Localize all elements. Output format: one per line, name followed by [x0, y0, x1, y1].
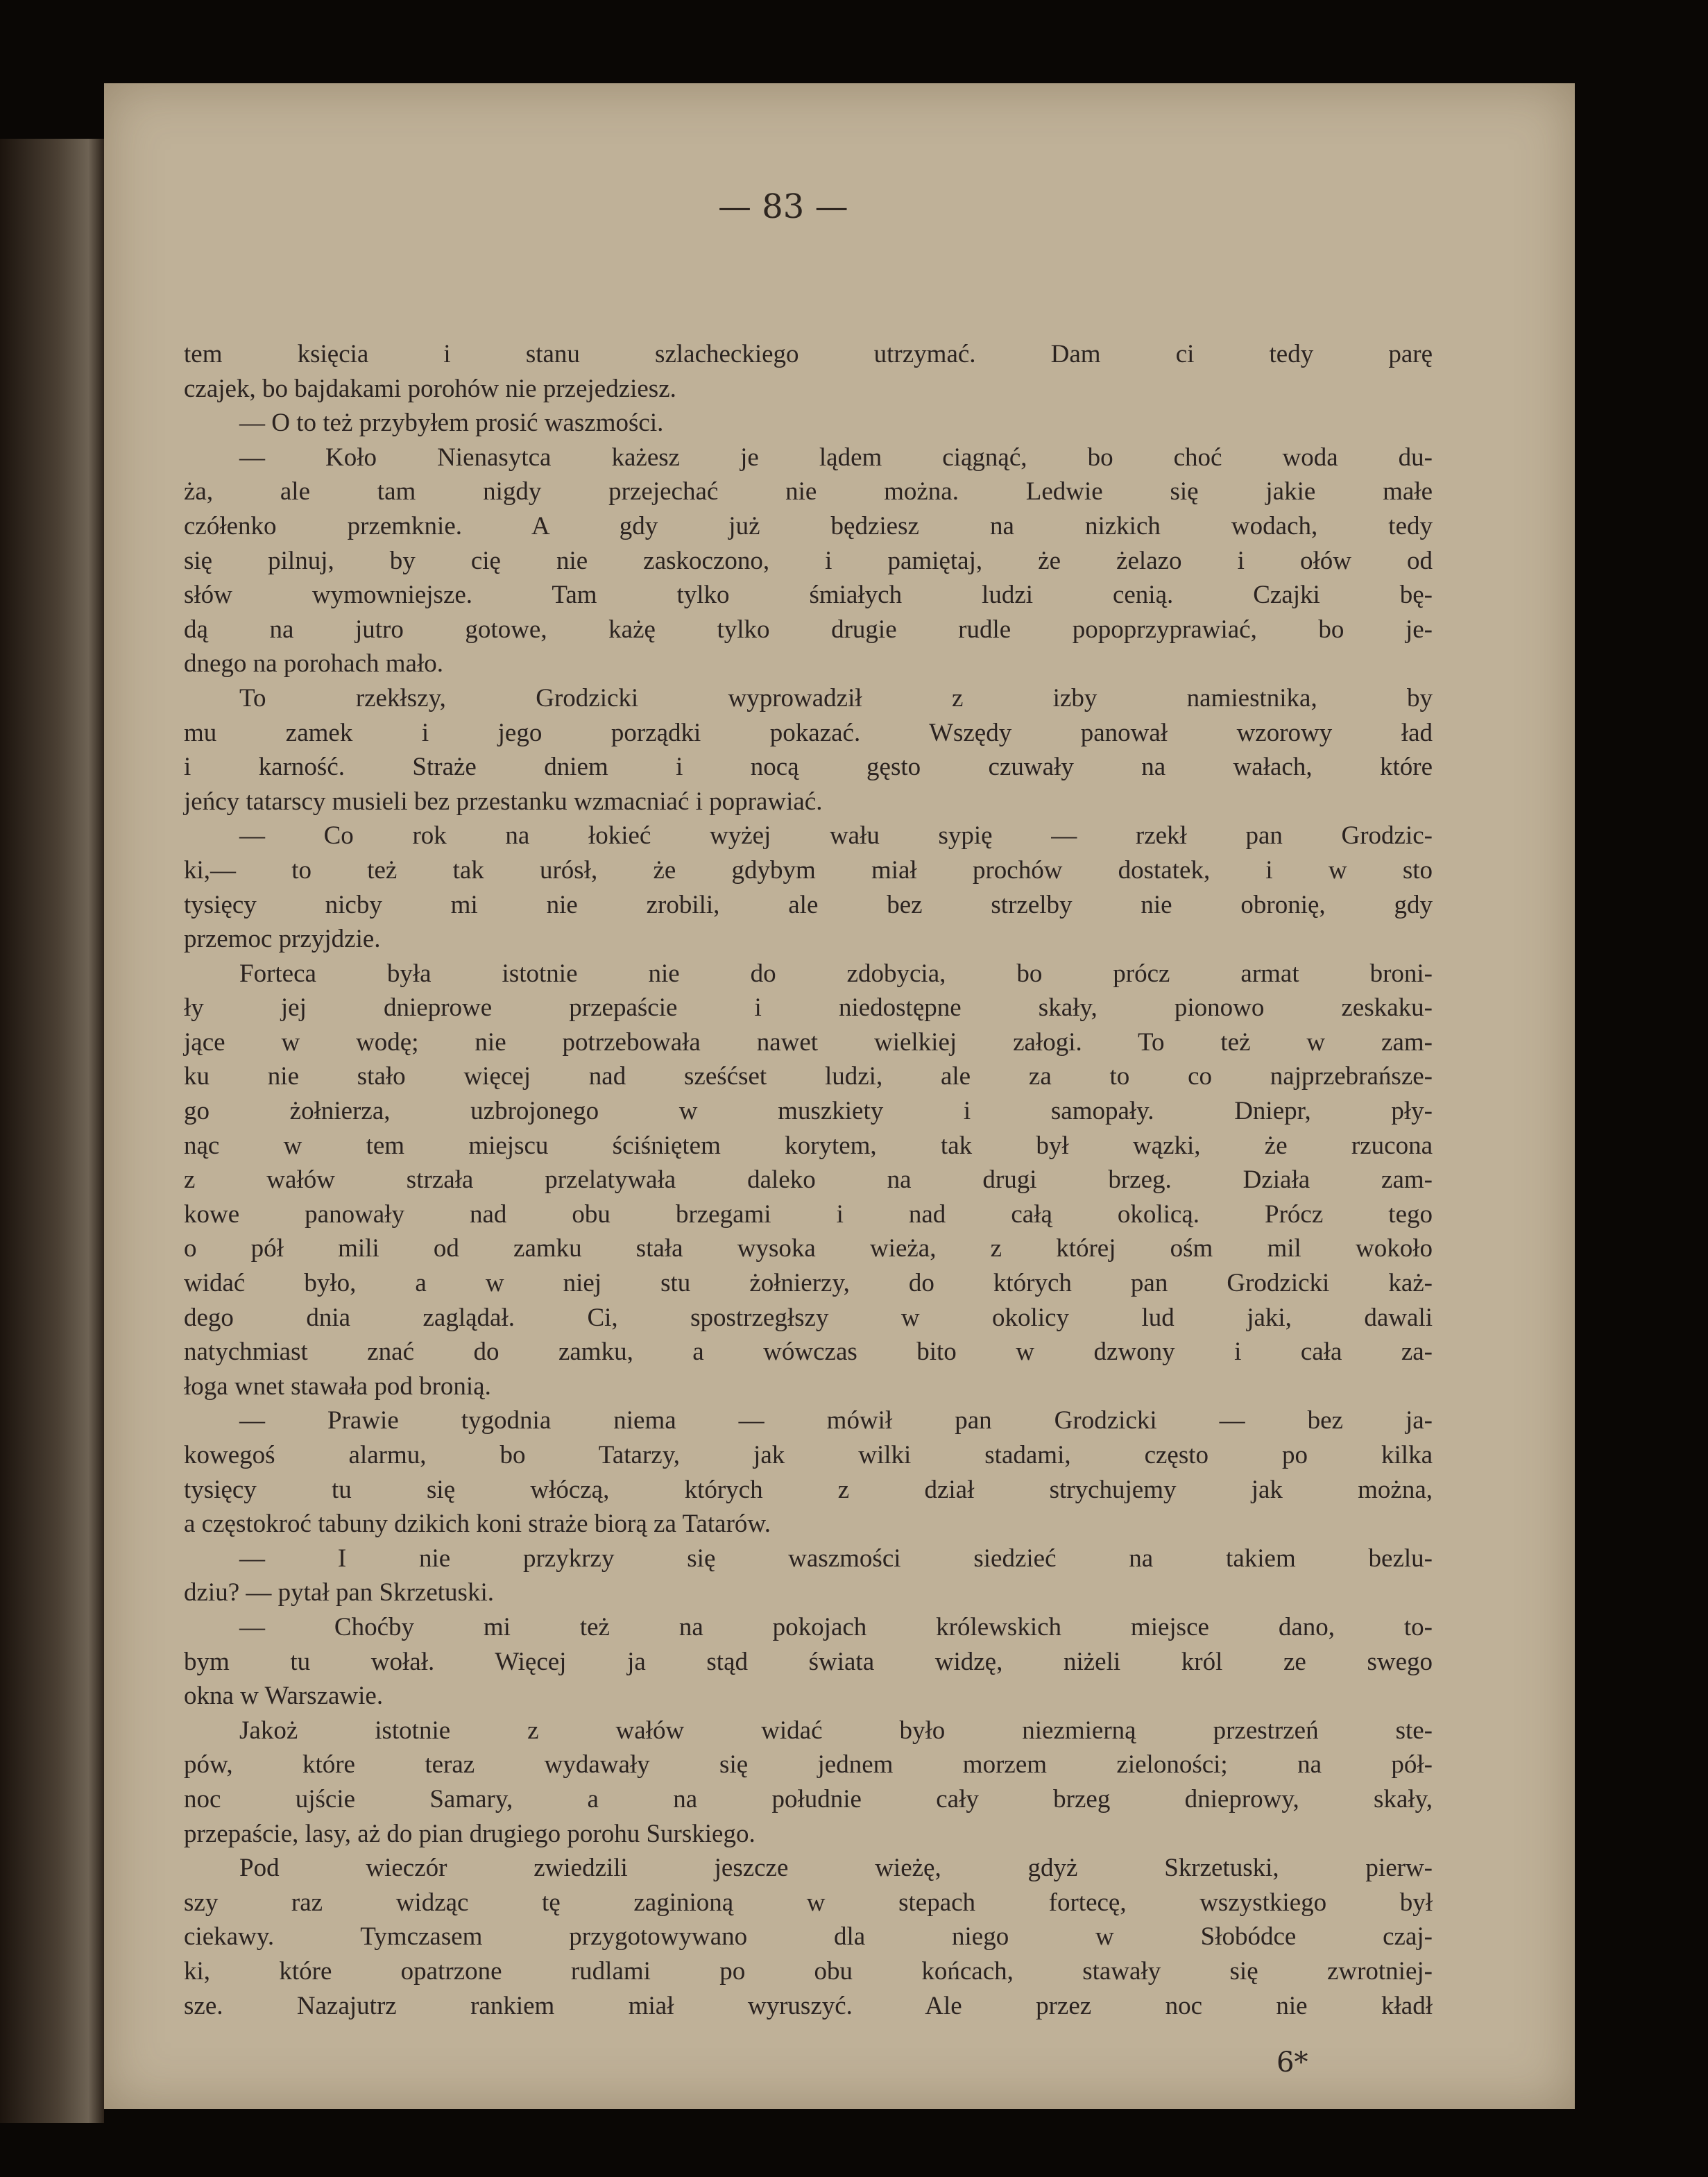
text-line: ki, które opatrzone rudlami po obu końcach, stawały się zwrotniej-	[184, 1956, 1433, 1986]
text-line: okna w Warszawie.	[184, 1682, 384, 1711]
printer-signature: 6*	[1276, 2047, 1308, 2078]
text-line: pów, które teraz wydawały się jednem morzem zieloności; na pół-	[184, 1750, 1433, 1779]
text-line: dego dnia zaglądał. Ci, spostrzegłszy w okolicy lud jaki, dawali	[184, 1303, 1433, 1332]
text-line: — Koło Nienasytca każesz je lądem ciągnąć, bo choć woda du-	[239, 443, 1433, 472]
page-number: — 83 —	[718, 187, 848, 226]
text-line: łoga wnet stawała pod bronią.	[184, 1372, 491, 1401]
text-line: kowegoś alarmu, bo Tatarzy, jak wilki stadami, często po kilka	[184, 1441, 1433, 1469]
text-line: — O to też przybyłem prosić waszmości.	[239, 409, 664, 438]
left-page-edge	[0, 139, 104, 2123]
text-line: go żołnierza, uzbrojonego w muszkiety i samopały. Dniepr, pły-	[184, 1097, 1433, 1126]
text-line: a częstokroć tabuny dzikich koni straże biorą za Tatarów.	[184, 1510, 771, 1539]
text-line: sze. Nazajutrz rankiem miał wyruszyć. Ale przez noc nie kładł	[184, 1991, 1433, 2020]
text-line: nąc w tem miejscu ściśniętem korytem, tak był wązki, że rzucona	[184, 1131, 1433, 1160]
text-line: szy raz widząc tę zaginioną w stepach fortecę, wszystkiego był	[184, 1888, 1433, 1917]
text-line: mu zamek i jego porządki pokazać. Wszędy panował wzorowy ład	[184, 718, 1433, 747]
text-line: noc ujście Samary, a na południe cały brzeg dnieprowy, skały,	[184, 1784, 1433, 1813]
text-line: tysięcy tu się włóczą, których z dział strychujemy jak można,	[184, 1475, 1433, 1504]
text-line: ku nie stało więcej nad sześćset ludzi, ale za to co najprzebrańsze-	[184, 1062, 1433, 1091]
text-line: słów wymowniejsze. Tam tylko śmiałych ludzi cenią. Czajki bę-	[184, 581, 1433, 610]
text-line: ża, ale tam nigdy przejechać nie można. Ledwie się jakie małe	[184, 477, 1433, 506]
text-line: czajek, bo bajdakami porohów nie przejedziesz.	[184, 374, 676, 403]
text-line: — Prawie tygodnia niema — mówił pan Grodzicki — bez ja-	[239, 1406, 1433, 1435]
text-line: ły jej dnieprowe przepaście i niedostępne skały, pionowo zeskaku-	[184, 993, 1433, 1023]
text-line: Pod wieczór zwiedzili jeszcze wieżę, gdyż Skrzetuski, pierw-	[239, 1854, 1433, 1883]
text-line: tem księcia i stanu szlacheckiego utrzymać. Dam ci tedy parę	[184, 340, 1433, 368]
page-body-text	[184, 337, 1433, 2023]
text-line: To rzekłszy, Grodzicki wyprowadził z izby namiestnika, by	[239, 683, 1433, 712]
text-line: ciekawy. Tymczasem przygotowywano dla niego w Słobódce czaj-	[184, 1922, 1433, 1952]
text-line: dnego na porohach mało.	[184, 649, 443, 678]
text-line: o pół mili od zamku stała wysoka wieża, z której ośm mil wokoło	[184, 1234, 1433, 1263]
text-line: dziu? — pytał pan Skrzetuski.	[184, 1578, 494, 1607]
text-line: jeńcy tatarscy musieli bez przestanku wzmacniać i poprawiać.	[184, 787, 823, 816]
text-line: — I nie przykrzy się waszmości siedzieć na takiem bezlu-	[239, 1544, 1433, 1573]
text-line: z wałów strzała przelatywała daleko na drugi brzeg. Działa zam-	[184, 1166, 1433, 1195]
text-line: widać było, a w niej stu żołnierzy, do których pan Grodzicki każ-	[184, 1269, 1433, 1298]
text-line: dą na jutro gotowe, każę tylko drugie rudle popoprzyprawiać, bo je-	[184, 615, 1433, 644]
text-line: — Co rok na łokieć wyżej wału sypię — rzekł pan Grodzic-	[239, 821, 1433, 851]
text-line: przepaście, lasy, aż do pian drugiego porohu Surskiego.	[184, 1819, 755, 1848]
text-line: Jakoż istotnie z wałów widać było niezmierną przestrzeń ste-	[239, 1716, 1433, 1745]
text-line: i karność. Straże dniem i nocą gęsto czuwały na wałach, które	[184, 753, 1433, 782]
text-line: bym tu wołał. Więcej ja stąd świata widzę, niżeli król ze swego	[184, 1647, 1433, 1676]
text-line: Forteca była istotnie nie do zdobycia, bo prócz armat broni-	[239, 959, 1433, 988]
text-line: czółenko przemknie. A gdy już będziesz na nizkich wodach, tedy	[184, 511, 1433, 540]
text-line: jące w wodę; nie potrzebowała nawet wielkiej załogi. To też w zam-	[184, 1027, 1433, 1057]
text-line: przemoc przyjdzie.	[184, 925, 381, 954]
text-line: tysięcy nicby mi nie zrobili, ale bez strzelby nie obronię, gdy	[184, 890, 1433, 919]
text-line: ki,— to też tak urósł, że gdybym miał prochów dostatek, i w sto	[184, 855, 1433, 885]
text-line: — Choćby mi też na pokojach królewskich miejsce dano, to-	[239, 1612, 1433, 1641]
text-line: natychmiast znać do zamku, a wówczas bito w dzwony i cała za-	[184, 1338, 1433, 1367]
text-line: się pilnuj, by cię nie zaskoczono, i pamiętaj, że żelazo i ołów od	[184, 546, 1433, 575]
text-line: kowe panowały nad obu brzegami i nad całą okolicą. Prócz tego	[184, 1200, 1433, 1229]
